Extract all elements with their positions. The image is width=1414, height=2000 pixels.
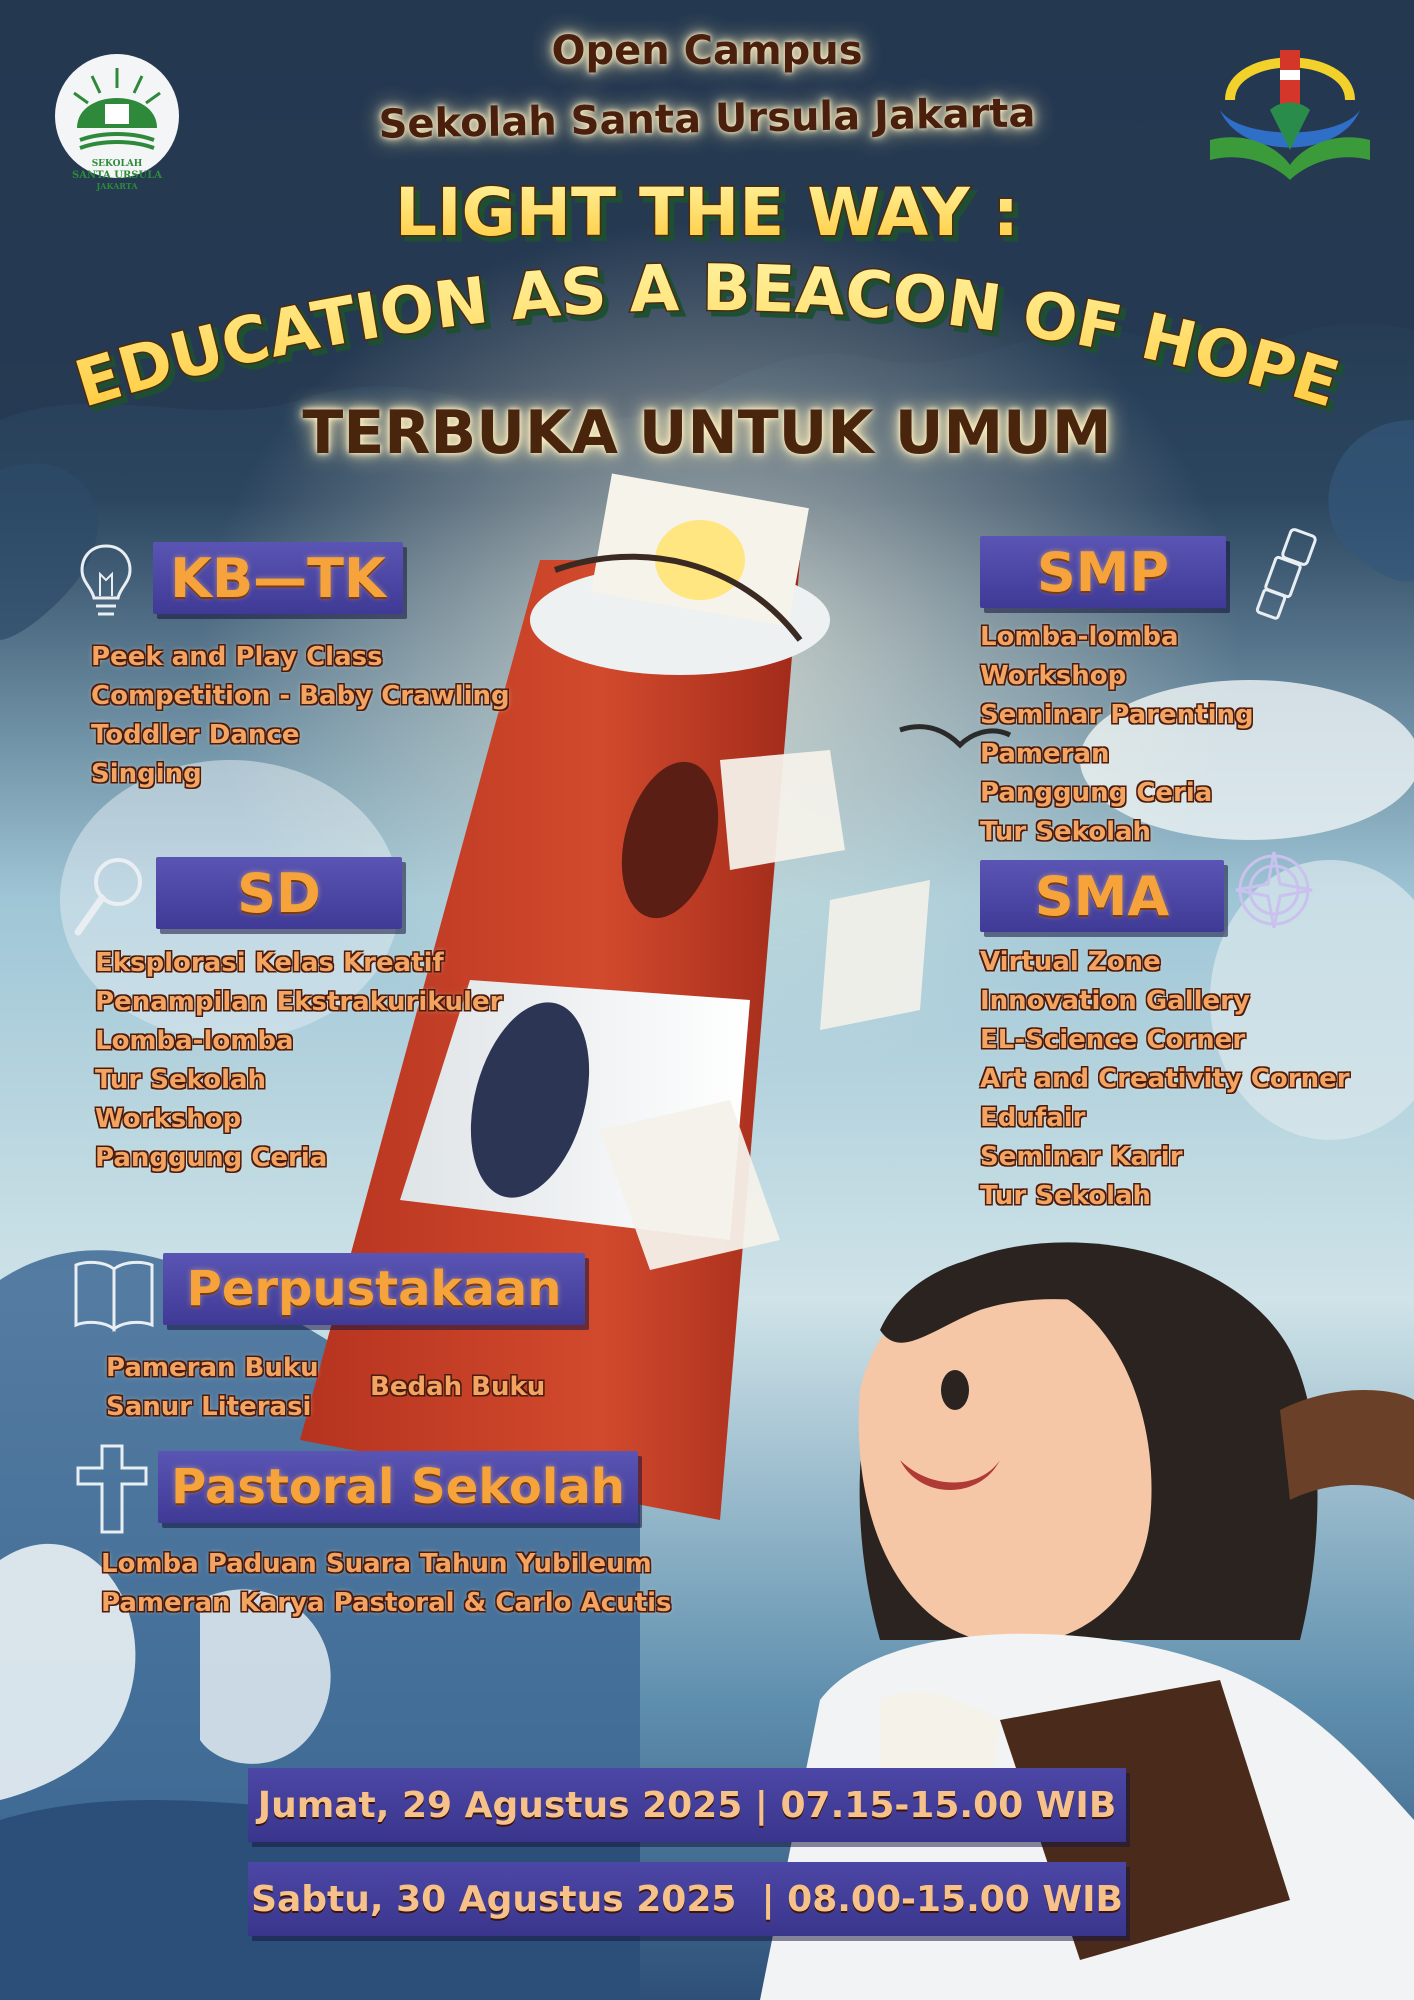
- lightbulb-icon: [76, 540, 136, 624]
- smp-title: SMP: [1036, 540, 1170, 604]
- list-item: Lomba-lomba: [980, 622, 1179, 652]
- svg-text:EDUCATION AS A BEACON OF HOPE: [67, 252, 1346, 423]
- event-title: [0, 165, 1414, 435]
- perpustakaan-item-right: Bedah Buku: [370, 1372, 546, 1402]
- list-item: Eksplorasi Kelas Kreatif: [95, 948, 444, 978]
- smp-badge: [980, 536, 1226, 608]
- magnifier-icon: [70, 850, 150, 940]
- list-item: EL-Science Corner: [980, 1025, 1246, 1055]
- list-item: Workshop: [980, 661, 1127, 691]
- sma-title: SMA: [1034, 864, 1170, 928]
- list-item: Pameran Karya Pastoral & Carlo Acutis: [101, 1588, 672, 1618]
- sma-badge: [980, 860, 1224, 932]
- list-item: Workshop: [95, 1104, 242, 1134]
- logo-text-line: JAKARTA: [96, 181, 138, 191]
- perpustakaan-title: Perpustakaan: [186, 1261, 562, 1317]
- date-bar-saturday: [248, 1862, 1126, 1936]
- list-item: Lomba Paduan Suara Tahun Yubileum: [101, 1549, 652, 1579]
- date-saturday: Sabtu, 30 Agustus 2025 | 08.00-15.00 WIB: [251, 1878, 1123, 1920]
- telescope-icon: [1246, 526, 1326, 626]
- list-item: Tur Sekolah: [980, 1181, 1152, 1211]
- list-item: Panggung Ceria: [980, 778, 1213, 808]
- kbtk-list: [91, 638, 510, 794]
- pastoral-list: [101, 1545, 671, 1623]
- list-item: Singing: [91, 759, 202, 789]
- title-line-1: LIGHT THE WAY :: [394, 174, 1020, 251]
- open-book-icon: [72, 1255, 156, 1335]
- list-item: Panggung Ceria: [95, 1143, 328, 1173]
- list-item: Tur Sekolah: [980, 817, 1152, 847]
- school-name-heading: Sekolah Santa Ursula Jakarta: [378, 90, 1036, 148]
- sd-badge: [156, 857, 402, 929]
- perpustakaan-list-left: [106, 1349, 319, 1427]
- kbtk-title: KB—TK: [170, 546, 386, 610]
- list-item: Tur Sekolah: [95, 1065, 267, 1095]
- list-item: Seminar Karir: [980, 1142, 1183, 1172]
- kbtk-badge: [153, 542, 403, 614]
- compass-icon: [1232, 848, 1316, 932]
- pastoral-badge: [158, 1451, 638, 1523]
- list-item: Peek and Play Class: [91, 642, 383, 672]
- logo-text-line: SANTA URSULA: [71, 170, 163, 181]
- list-item: Competition - Baby Crawling: [91, 681, 510, 711]
- sma-list: [980, 943, 1350, 1216]
- list-item: Toddler Dance: [91, 720, 300, 750]
- date-bar-friday: [248, 1768, 1126, 1842]
- list-item: Art and Creativity Corner: [980, 1064, 1350, 1094]
- list-item: Seminar Parenting: [980, 700, 1254, 730]
- list-item: Innovation Gallery: [980, 986, 1250, 1016]
- smp-list: [980, 618, 1254, 852]
- perpustakaan-badge: [163, 1253, 585, 1325]
- open-to-public-heading: TERBUKA UNTUK UMUM: [302, 398, 1112, 468]
- date-friday: Jumat, 29 Agustus 2025 | 07.15-15.00 WIB: [257, 1784, 1117, 1826]
- list-item: Pameran: [980, 739, 1110, 769]
- cross-icon: [72, 1442, 152, 1536]
- list-item: Penampilan Ekstrakurikuler: [95, 987, 503, 1017]
- open-campus-heading: Open Campus: [551, 28, 863, 74]
- list-item: Pameran Buku: [106, 1353, 319, 1383]
- sd-list: [95, 944, 502, 1178]
- list-item: Edufair: [980, 1103, 1086, 1133]
- list-item: Sanur Literasi: [106, 1392, 312, 1422]
- list-item: Lomba-lomba: [95, 1026, 294, 1056]
- title-line-2: EDUCATION AS A BEACON OF HOPE: [67, 251, 1347, 423]
- list-item: Virtual Zone: [980, 947, 1161, 977]
- pastoral-title: Pastoral Sekolah: [171, 1459, 625, 1515]
- logo-text-line: SEKOLAH: [91, 159, 143, 169]
- sd-title: SD: [237, 861, 321, 925]
